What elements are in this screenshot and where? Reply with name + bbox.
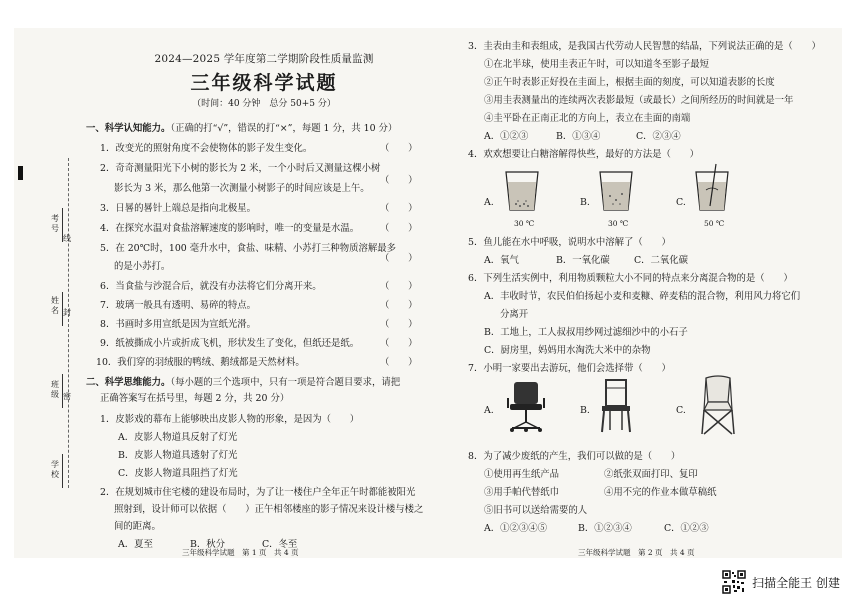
exam-paper xyxy=(14,28,842,558)
exam-header: 2024—2025 学年度第二学期阶段性质量监测 xyxy=(154,53,374,65)
q8-option-c[interactable]: C．①②③ xyxy=(664,523,709,534)
q7-option-c[interactable]: C. xyxy=(676,405,686,416)
q3-stem: 3．圭表由圭和表组成，是我国古代劳动人民智慧的结晶，下列说法正确的是（ ） xyxy=(468,41,821,52)
s1-item-1: 1．改变光的照射角度不会使物体的影子发生变化。 xyxy=(100,143,313,154)
s2-q1-option-a[interactable]: A．皮影人物道具反射了灯光 xyxy=(118,432,238,443)
q6-option-c[interactable]: C．厨房里，妈妈用水淘洗大米中的杂物 xyxy=(484,345,651,356)
binding-dashed-line xyxy=(68,158,69,488)
binding-label-xian: 线 xyxy=(63,234,71,243)
q4-stem: 4．欢欢想要让白糖溶解得快些，最好的方法是（ ） xyxy=(468,149,699,160)
s2-q2-option-b[interactable]: B．秋分 xyxy=(190,539,226,550)
q5-option-b[interactable]: B．一氧化碳 xyxy=(556,255,610,266)
q3-option-a[interactable]: A．①②③ xyxy=(484,131,529,142)
q6-option-a-cont: 分离开 xyxy=(500,309,529,320)
q3-statement-3: ③用圭表测量出的连续两次表影最短（或最长）之间所经历的时间就是一年 xyxy=(484,95,794,106)
beaker-still-icon xyxy=(502,166,542,216)
binding-label-feng: 封 xyxy=(63,308,71,317)
s1-item-2-cont: 影长为 3 米，那么他第一次测量小树影子的时间应该是上午。 xyxy=(114,183,370,194)
page-1-footer: 三年级科学试题 第 1 页 共 4 页 xyxy=(182,548,299,557)
scanner-watermark xyxy=(722,569,840,595)
s1-item-2: 2．奇奇测量阳光下小树的影长为 2 米，一个小时后又测量这棵小树 xyxy=(100,163,381,174)
q4-temp-b: 30 ℃ xyxy=(608,219,629,228)
section2-heading: 二、科学思维能力。 xyxy=(86,377,171,388)
exam-page-1 xyxy=(14,28,428,558)
watermark-text: 扫描全能王 创建 xyxy=(752,575,840,590)
s1-item-8: 8．书画时多用宣纸是因为宣纸光滑。 xyxy=(100,319,256,330)
q6-option-a[interactable]: A．丰收时节，农民伯伯扬起小麦和麦糠、碎麦秸的混合物，利用风力将它们 xyxy=(484,291,801,302)
binding-label-xuexiao: 学校 xyxy=(51,460,59,479)
q3-statement-4: ④圭平卧在正南正北的方向上，表立在圭面的南端 xyxy=(484,113,691,124)
s1-item-5-answer[interactable]: （ ） xyxy=(380,253,418,264)
s1-item-3-answer[interactable]: （ ） xyxy=(380,203,418,214)
q7-option-b[interactable]: B. xyxy=(580,405,590,416)
q6-stem: 6．下列生活实例中，利用物质颗粒大小不同的特点来分离混合物的是（ ） xyxy=(468,273,793,284)
q8-statement-2: ②纸张双面打印、复印 xyxy=(604,469,698,480)
binding-label-xingming: 姓名 xyxy=(51,296,59,315)
page-2-footer: 三年级科学试题 第 2 页 共 4 页 xyxy=(578,548,695,557)
s1-item-9-answer[interactable]: （ ） xyxy=(380,338,418,349)
scan-edge-mark xyxy=(18,166,23,180)
wooden-chair-icon xyxy=(596,378,636,434)
exam-time-info: （时间：40 分钟 总分 50+5 分） xyxy=(192,99,336,109)
section2-instructions-1: （每小题的三个选项中，只有一项是符合题目要求，请把 xyxy=(170,377,401,388)
s1-item-7-answer[interactable]: （ ） xyxy=(380,300,418,311)
s1-item-7: 7．玻璃一般具有透明、易碎的特点。 xyxy=(100,300,256,311)
s1-item-5: 5．在 20℃时，100 毫升水中，食盐、味精、小苏打三种物质溶解最多 xyxy=(100,243,396,254)
s1-item-6-answer[interactable]: （ ） xyxy=(380,281,418,292)
s1-item-4: 4．在探究水温对食盐溶解速度的影响时，唯一的变量是水温。 xyxy=(100,223,360,234)
q7-stem: 7．小明一家要出去游玩，他们会选择带（ ） xyxy=(468,363,671,374)
qr-code-icon xyxy=(722,570,746,594)
section1-instructions: （正确的打“√”，错误的打“×”，每题 1 分，共 10 分） xyxy=(170,123,398,134)
q3-option-b[interactable]: B．①③④ xyxy=(556,131,601,142)
s1-item-3: 3．日晷的晷针上端总是指向北极星。 xyxy=(100,203,256,214)
s1-item-9: 9．纸被撕成小片或折成飞机，形状发生了变化，但纸还是纸。 xyxy=(100,338,360,349)
folding-chair-icon xyxy=(696,374,740,436)
q8-stem: 8．为了减少废纸的产生，我们可以做的是（ ） xyxy=(468,451,681,462)
binding-label-kaohao: 考号 xyxy=(51,214,59,233)
q8-statement-1: ①使用再生纸产品 xyxy=(484,469,560,480)
q4-temp-a: 30 ℃ xyxy=(514,219,535,228)
q8-option-b[interactable]: B．①②③④ xyxy=(578,523,632,534)
s1-item-6: 6．当食盐与沙混合后，就没有办法将它们分离开来。 xyxy=(100,281,322,292)
s2-q2-stem-2: 照射到，设计师可以依据（ ）正午相邻楼座的影子情况来设计楼与楼之 xyxy=(114,504,424,515)
section1-heading-line xyxy=(86,124,397,133)
q3-option-c[interactable]: C．②③④ xyxy=(636,131,681,142)
binding-label-banji: 班级 xyxy=(51,380,59,399)
q8-statement-3: ③用手帕代替纸巾 xyxy=(484,487,560,498)
s2-q1-option-b[interactable]: B．皮影人物道具透射了灯光 xyxy=(118,450,238,461)
s2-q2-stem-3: 间的距离。 xyxy=(114,521,161,532)
binding-strip xyxy=(22,158,76,488)
section2-heading-line xyxy=(86,378,400,387)
s1-item-10-answer[interactable]: （ ） xyxy=(380,357,418,368)
beaker-stir-icon xyxy=(596,166,636,216)
q3-statement-2: ②正午时表影正好投在圭面上，根据圭面的刻度，可以知道表影的长度 xyxy=(484,77,775,88)
q4-option-a[interactable]: A. xyxy=(484,197,494,208)
s1-item-4-answer[interactable]: （ ） xyxy=(380,223,418,234)
binding-fill-xuexiao xyxy=(62,454,63,488)
exam-page-2 xyxy=(428,28,842,558)
s1-item-8-answer[interactable]: （ ） xyxy=(380,319,418,330)
section1-heading: 一、科学认知能力。 xyxy=(86,123,171,134)
s1-item-10: 10．我们穿的羽绒服的鸭绒、鹅绒都是天然材料。 xyxy=(96,357,305,368)
s2-q2-stem-1: 2．在规划城市住宅楼的建设布局时，为了让一楼住户全年正午时都能被阳光 xyxy=(100,487,416,498)
s2-q1-option-c[interactable]: C．皮影人物道具阻挡了灯光 xyxy=(118,468,238,479)
q4-option-c[interactable]: C. xyxy=(676,197,686,208)
q4-option-b[interactable]: B. xyxy=(580,197,590,208)
s1-item-5-cont: 的是小苏打。 xyxy=(114,261,171,272)
exam-title: 三年级科学试题 xyxy=(190,72,338,94)
s1-item-1-answer[interactable]: （ ） xyxy=(380,143,418,154)
q3-statement-1: ①在北半球，使用圭表正午时，可以知道冬至影子最短 xyxy=(484,59,710,70)
binding-fill-banji xyxy=(62,374,63,408)
q5-option-c[interactable]: C．二氧化碳 xyxy=(634,255,689,266)
q8-statement-5: ⑤旧书可以送给需要的人 xyxy=(484,505,588,516)
office-chair-icon xyxy=(504,378,548,434)
s2-q2-option-c[interactable]: C．冬至 xyxy=(262,539,298,550)
s1-item-2-answer[interactable]: （ ） xyxy=(380,175,418,186)
q5-option-a[interactable]: A．氧气 xyxy=(484,255,519,266)
q8-option-a[interactable]: A．①②③④⑤ xyxy=(484,523,548,534)
q7-option-a[interactable]: A. xyxy=(484,405,494,416)
s2-q2-option-a[interactable]: A．夏至 xyxy=(118,539,153,550)
q4-temp-c: 50 ℃ xyxy=(704,219,725,228)
q8-statement-4: ④用不完的作业本做草稿纸 xyxy=(604,487,717,498)
section2-instructions-2: 正确答案写在括号里，每题 2 分，共 20 分） xyxy=(100,393,290,404)
beaker-warm-stir-icon xyxy=(692,162,732,216)
q5-stem: 5．鱼儿能在水中呼吸，说明水中溶解了（ ） xyxy=(468,237,671,248)
q6-option-b[interactable]: B．工地上，工人叔叔用纱网过滤细沙中的小石子 xyxy=(484,327,688,338)
binding-label-mi: 密 xyxy=(63,392,71,401)
s2-q1-stem: 1．皮影戏的幕布上能够映出皮影人物的形象，是因为（ ） xyxy=(100,414,360,425)
